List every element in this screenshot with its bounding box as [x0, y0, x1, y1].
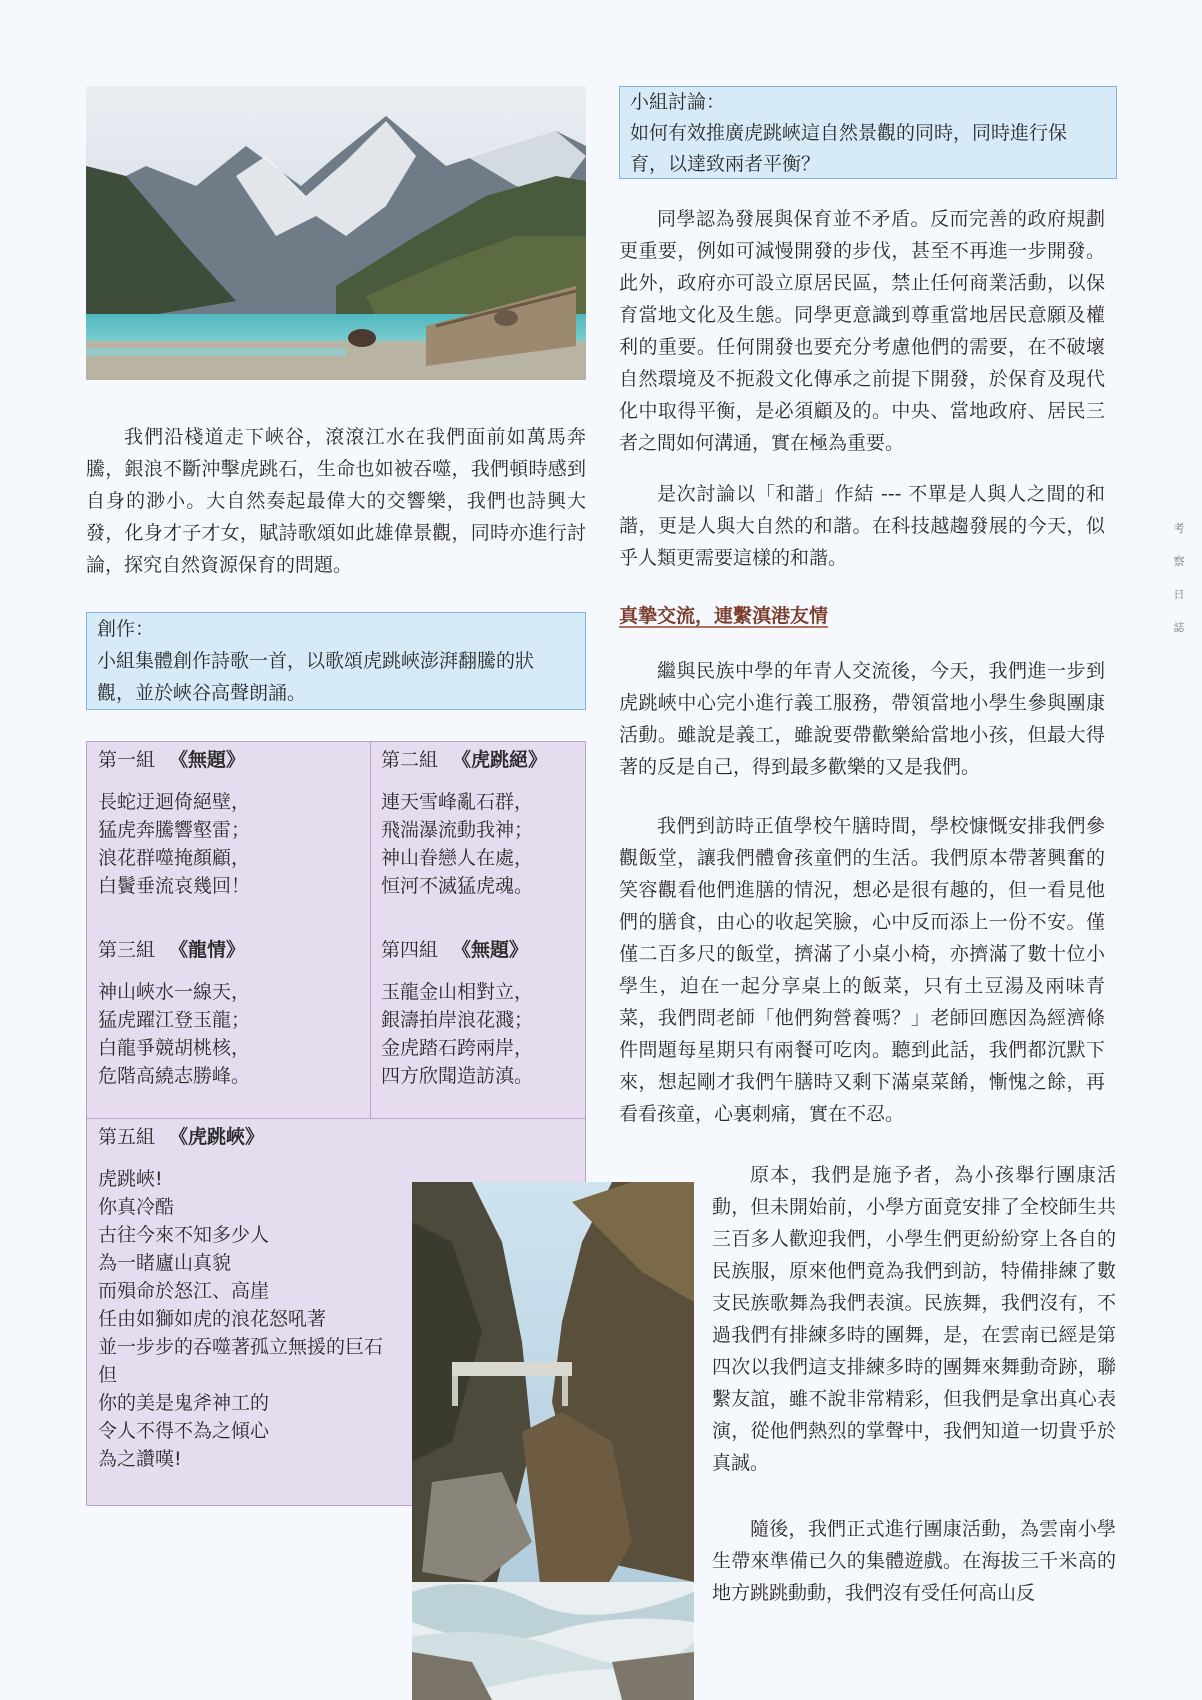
discussion-paragraph: 同學認為發展與保育並不矛盾。反而完善的政府規劃更重要，例如可減慢開發的步伐，甚至不再進一步開發。此外，政府亦可設立原居民區，禁止任何商業活動，以保育當地文化及生態。同學更意識到尊重當地居民意願及權利的重要。任何開發也要充分考慮他們的需要，在不破壞自然環境及不扼殺文化傳承之前提下開發，於保育及現代化中取得平衡，是必須顧及的。中央、當地政府、居民三者之間如何溝通，實在極為重要。 [619, 208, 1105, 454]
poem-title: 《無題》 [169, 749, 246, 771]
poem-line: 白鬢垂流哀幾回！ [98, 875, 251, 897]
poem-group-3 [98, 936, 363, 1090]
creation-box-line: 觀，並於峽谷高聲朗誦。 [97, 682, 307, 704]
poem-group-2 [381, 746, 581, 900]
poem-group-4 [381, 936, 581, 1090]
exchange-paragraph: 我們到訪時正值學校午膳時間，學校慷慨安排我們參觀飯堂，讓我們體會孩童們的生活。我們原本帶著興奮的笑容觀看他們進膳的情況，想必是很有趣的，但一看見他們的膳食，由心的收起笑臉，心中反而添上一份不安。僅僅二百多尺的飯堂，擠滿了小桌小椅，亦擠滿了數十位小學生，迫在一起分享桌上的飯菜，只有土豆湯及兩味青菜，我們問老師「他們夠營養嗎？」老師回應因為經濟條件問題每星期只有兩餐可吃肉。聽到此話，我們都沉默下來，想起剛才我們午膳時又剩下滿桌菜餚，慚愧之餘，再看看孩童，心裏刺痛，實在不忍。 [619, 815, 1105, 1125]
discussion-conclusion: 是次討論以「和諧」作結 --- 不單是人與人之間的和諧，更是人與大自然的和諧。在科技越趨發展的今天，似乎人類更需要這樣的和諧。 [619, 483, 1105, 569]
discussion-box [619, 86, 1117, 179]
section-heading: 真摯交流，連繫滇港友情 [619, 605, 829, 627]
poem-line: 恒河不滅猛虎魂。 [381, 875, 534, 897]
poem-line: 浪花群噬掩顏顧， [98, 847, 251, 869]
intro-paragraph: 我們沿棧道走下峽谷，滾滾江水在我們面前如萬馬奔騰，銀浪不斷沖擊虎跳石，生命也如被吞噬，我們頓時感到自身的渺小。大自然奏起最偉大的交響樂，我們也詩興大發，化身才子才女，賦詩歌頌如此雄偉景觀，同時亦進行討論，探究自然資源保育的問題。 [86, 426, 586, 576]
mountain-lake-photo [86, 86, 586, 380]
poem-title: 《龍情》 [169, 939, 246, 961]
poem-line: 並一步步的吞噬著孤立無援的巨石 [98, 1336, 384, 1358]
side-label [1172, 512, 1186, 644]
poem-line: 但 [98, 1364, 118, 1386]
poem-line: 長蛇迂迴倚絕壁， [98, 791, 251, 813]
poem-group-label: 第二組 [381, 749, 439, 771]
gorge-river-photo [412, 1182, 694, 1700]
exchange-paragraph: 原本，我們是施予者，為小孩舉行團康活動，但未開始前，小學方面竟安排了全校師生共三百多人歡迎我們，小學生們更紛紛穿上各自的民族服，原來他們竟為我們到訪，特備排練了數支民族歌舞為我們表演。民族舞，我們沒有，不過我們有排練多時的團舞，是，在雲南已經是第四次以我們這支排練多時的團舞來舞動奇跡，聯繫友誼，雖不說非常精彩，但我們是拿出真心表演，從他們熱烈的掌聲中，我們知道一切貴乎於真誠。 [712, 1164, 1116, 1474]
poem-group-label: 第一組 [98, 749, 156, 771]
poem-line: 飛湍瀑流動我神； [381, 819, 534, 841]
exchange-paragraph: 繼與民族中學的年青人交流後，今天，我們進一步到虎跳峽中心完小進行義工服務，帶領當地小學生參與團康活動。雖說是義工，雖說要帶歡樂給當地小孩，但最大得著的反是自己，得到最多歡樂的又是我們。 [619, 660, 1105, 778]
poem-line: 白龍爭競胡桃核， [98, 1037, 251, 1059]
side-label-char: 察 [1173, 555, 1185, 568]
poem-group-label: 第五組 [98, 1126, 156, 1148]
poem-line: 猛虎奔騰響壑雷； [98, 819, 251, 841]
exchange-paragraph: 隨後，我們正式進行團康活動，為雲南小學生帶來準備已久的集體遊戲。在海拔三千米高的地方跳跳動動，我們沒有受任何高山反 [712, 1518, 1116, 1604]
poem-line: 神山峽水一線天， [98, 981, 251, 1003]
poem-line: 玉龍金山相對立， [381, 981, 534, 1003]
poem-line: 金虎踏石跨兩岸， [381, 1037, 534, 1059]
discussion-box-line: 如何有效推廣虎跳峽這自然景觀的同時，同時進行保 [630, 122, 1068, 144]
poem-group-5 [98, 1123, 418, 1473]
poem-group-label: 第四組 [381, 939, 439, 961]
poem-title: 《虎跳峽》 [169, 1126, 265, 1148]
poem-line: 銀濤拍岸浪花濺； [381, 1009, 534, 1031]
discussion-box-line: 育，以達致兩者平衡？ [630, 153, 821, 175]
side-label-char: 日 [1173, 588, 1185, 601]
poem-line: 連天雪峰亂石群， [381, 791, 534, 813]
poem-line: 四方欣聞造訪滇。 [381, 1065, 534, 1087]
creation-box-label: 創作： [97, 618, 155, 640]
poem-line: 為之讚嘆! [98, 1448, 182, 1470]
side-label-char: 考 [1173, 522, 1185, 535]
poem-line: 你的美是鬼斧神工的 [98, 1392, 270, 1414]
poem-line: 猛虎躍江登玉龍； [98, 1009, 251, 1031]
poem-title: 《無題》 [452, 939, 529, 961]
creation-box [86, 612, 586, 710]
poem-group-label: 第三組 [98, 939, 156, 961]
poem-line: 古往今來不知多少人 [98, 1224, 270, 1246]
creation-box-line: 小組集體創作詩歌一首，以歌頌虎跳峽澎湃翻騰的狀 [97, 650, 535, 672]
poem-title: 《虎跳絕》 [452, 749, 548, 771]
poem-line: 神山眷戀人在處， [381, 847, 534, 869]
poem-line: 你真冷酷 [98, 1196, 175, 1218]
side-label-char: 誌 [1173, 621, 1185, 634]
poem-line: 為一睹廬山真貌 [98, 1252, 232, 1274]
poem-line: 任由如獅如虎的浪花怒吼著 [98, 1308, 327, 1330]
poem-line: 令人不得不為之傾心 [98, 1420, 270, 1442]
poem-line: 而殞命於怒江、高崖 [98, 1280, 270, 1302]
discussion-box-label: 小組討論： [630, 91, 726, 113]
poem-line: 危階高繞志勝峰。 [98, 1065, 251, 1087]
poem-group-1 [98, 746, 363, 900]
poem-line: 虎跳峽! [98, 1168, 163, 1190]
